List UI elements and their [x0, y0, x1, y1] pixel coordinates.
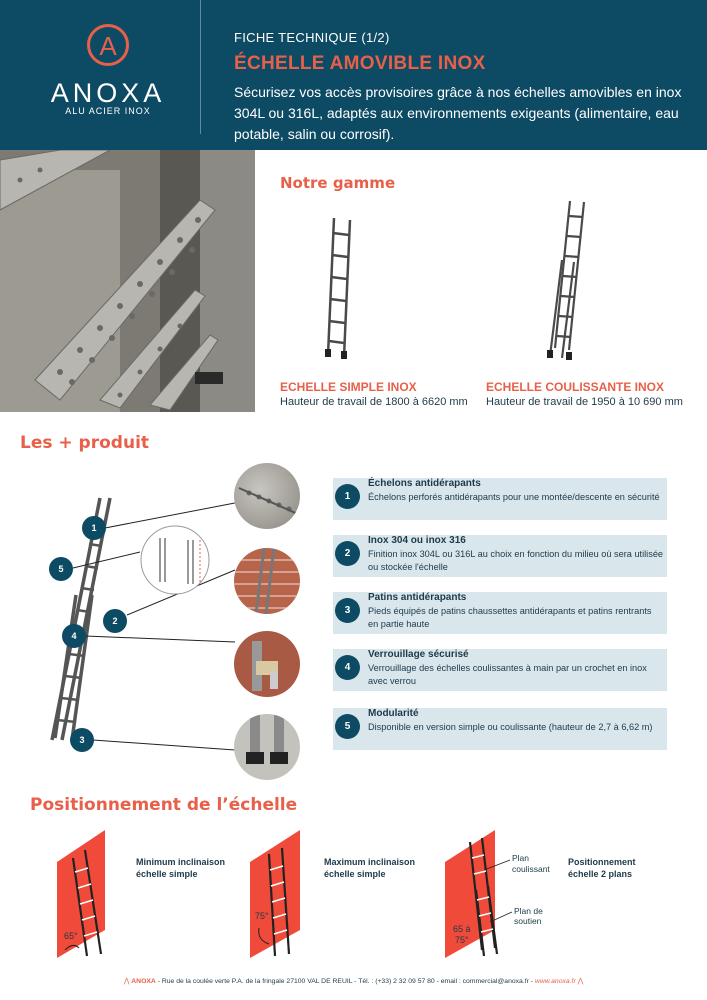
- position-two-plans-label-line2: échelle 2 plans: [568, 869, 633, 879]
- angle-two-plans-line2: 75°: [455, 935, 469, 945]
- feature-text: Verrouillage des échelles coulissantes à main par un crochet en inox avec verrou: [368, 663, 647, 686]
- feature-number: 1: [335, 484, 360, 509]
- intro-text: Sécurisez vos accès provisoires grâce à nos échelles amovibles en inox 304L ou 316L, adaptés aux environnements exigeants (alimentaire, eau potable, salin ou corrosif).: [234, 84, 682, 142]
- feature-number: 4: [335, 655, 360, 680]
- feature-number: 3: [335, 598, 360, 623]
- product-heading: Les + produit: [20, 433, 150, 453]
- range-heading: Notre gamme: [280, 174, 396, 192]
- plan1-label-line2: coulissant: [512, 864, 550, 874]
- logo-circle-icon: [87, 24, 129, 66]
- page-title: ÉCHELLE AMOVIBLE INOX: [234, 53, 486, 74]
- logo-tagline: ALU ACIER INOX: [65, 106, 151, 116]
- feature-4: [333, 649, 667, 691]
- sliding-ladder-illustration: [540, 198, 595, 363]
- footer-right-logo-icon: ⋀: [577, 978, 584, 985]
- feature-text: Pieds équipés de patins chaussettes antidérapants et patins rentrants en partie haute: [368, 606, 652, 629]
- zoom-rungs: [234, 463, 300, 529]
- footer: [0, 977, 707, 985]
- feature-title: Inox 304 ou inox 316: [368, 535, 466, 546]
- doc-kicker: FICHE TECHNIQUE (1/2): [234, 30, 390, 45]
- feature-number: 5: [335, 714, 360, 739]
- simple-ladder-illustration: [320, 215, 360, 360]
- feature-5: [333, 708, 667, 750]
- pin-5: 5: [49, 557, 73, 581]
- header-banner: [0, 0, 707, 150]
- header-divider: [200, 0, 201, 134]
- angle-two-plans-line1: 65 à: [453, 924, 471, 934]
- range-simple-detail: Hauteur de travail de 1800 à 6620 mm: [280, 396, 468, 408]
- feature-title: Patins antidérapants: [368, 592, 467, 603]
- feature-2: [333, 535, 667, 577]
- range-sliding-name: ECHELLE COULISSANTE INOX: [486, 380, 665, 394]
- position-max-label-line2: échelle simple: [324, 869, 386, 879]
- position-two-plans-diagram: [440, 830, 520, 965]
- feature-text: Finition inox 304L ou 316L au choix en fonction du milieu où sera utilisée ou stockée l'échelle: [368, 549, 664, 572]
- position-max-label-line1: Maximum inclinaison: [324, 857, 416, 867]
- footer-website-link[interactable]: www.anoxa.fr: [534, 978, 576, 985]
- pin-3: 3: [70, 728, 94, 752]
- position-min-diagram: [55, 830, 135, 965]
- logo-wordmark: ANOXA: [50, 78, 166, 108]
- zoom-brick-wall: [234, 548, 300, 614]
- angle-min: 65°: [64, 931, 78, 941]
- logo-letter: A: [99, 31, 117, 61]
- feature-text: Disponible en version simple ou coulissante (hauteur de 2,7 à 6,62 m): [368, 722, 653, 732]
- pin-2: 2: [103, 609, 127, 633]
- footer-brand: ANOXA: [131, 978, 156, 985]
- position-max-diagram: [245, 830, 325, 965]
- feature-title: Modularité: [368, 708, 419, 719]
- feature-3: [333, 592, 667, 634]
- footer-left-logo-icon: ⋀: [123, 978, 130, 985]
- position-two-plans-label-line1: Positionnement: [568, 857, 636, 867]
- plan2-label-line2: soutien: [514, 916, 542, 926]
- feature-title: Échelons antidérapants: [368, 478, 481, 489]
- position-min-label-line1: Minimum inclinaison: [136, 857, 226, 867]
- angle-max: 75°: [255, 911, 269, 921]
- position-min-label-line2: échelle simple: [136, 869, 198, 879]
- range-simple-name: ECHELLE SIMPLE INOX: [280, 380, 417, 394]
- plan2-label-line1: Plan de: [514, 906, 543, 916]
- zoom-foot-pad: [234, 714, 300, 780]
- feature-number: 2: [335, 541, 360, 566]
- zoom-lock-hook: [234, 631, 300, 697]
- footer-address: - Rue de la coulée verte P.A. de la fringale 27100 VAL DE REUIL - Tél. : (+33) 2 32 09 57 80 - email : commercial@anoxa.fr -: [155, 978, 535, 985]
- positioning-heading: Positionnement de l’échelle: [30, 795, 298, 815]
- feature-title: Verrouillage sécurisé: [368, 649, 469, 660]
- range-sliding-detail: Hauteur de travail de 1950 à 10 690 mm: [486, 396, 683, 408]
- pin-4: 4: [62, 624, 86, 648]
- pin-1: 1: [82, 516, 106, 540]
- plan1-label-line1: Plan: [512, 853, 530, 863]
- feature-text: Échelons perforés antidérapants pour une montée/descente en sécurité: [368, 492, 660, 502]
- product-photo: [0, 150, 255, 412]
- feature-1: [333, 478, 667, 520]
